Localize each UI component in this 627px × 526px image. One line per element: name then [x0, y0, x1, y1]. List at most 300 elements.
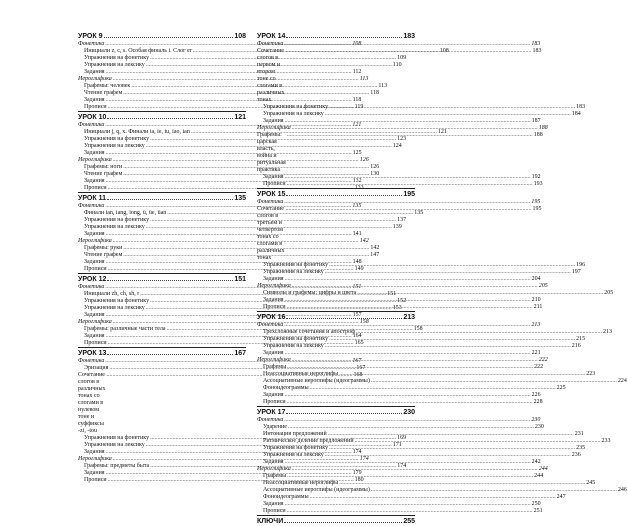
toc-entry[interactable]: [257, 445, 586, 452]
dot-leader: [285, 501, 531, 508]
toc-page-number: 223: [586, 371, 596, 377]
toc-page-number: 221: [531, 350, 541, 356]
toc-page-number: 215: [576, 336, 586, 342]
toc-entry-title: Задания: [84, 231, 105, 237]
toc-entry-title: Графемы: человек: [84, 83, 131, 89]
toc-entry-title: Упражнения на лексику: [84, 305, 145, 311]
toc-entry[interactable]: [78, 129, 447, 136]
toc-page-number: 171: [392, 442, 402, 448]
toc-page-number: 228: [533, 399, 543, 405]
toc-entry-title: Графемы: руки: [84, 245, 123, 251]
toc-page-number: 230: [531, 417, 541, 423]
toc-entry[interactable]: [257, 424, 544, 431]
toc-page-number: 242: [531, 459, 541, 465]
toc-page-number: 250: [531, 501, 541, 507]
toc-page-number: 236: [571, 452, 581, 458]
dot-leader: [284, 41, 530, 48]
toc-page-number: 222: [538, 357, 548, 363]
toc-entry-title: Задания: [84, 259, 105, 265]
toc-page-number: 135: [414, 210, 424, 216]
toc-page-number: 148: [352, 259, 362, 265]
dot-leader: [292, 466, 538, 473]
toc-entry-title: Иероглифика: [78, 319, 112, 325]
dot-leader: [287, 508, 533, 515]
toc-page-number: 149: [354, 266, 364, 272]
toc-section-entry[interactable]: [78, 157, 369, 164]
toc-lesson-heading[interactable]: [78, 194, 246, 203]
toc-page-number: 205: [604, 290, 614, 296]
dot-leader: [286, 313, 402, 319]
toc-entry[interactable]: [78, 143, 402, 150]
toc-lesson-heading[interactable]: [78, 32, 246, 41]
toc-lesson-heading[interactable]: [257, 408, 415, 417]
toc-page-number: 174: [397, 463, 407, 469]
toc-page-number: 193: [533, 181, 543, 187]
toc-entry-title: Сочетание слогов в первом и втором тоне со слогами в различных тонах: [257, 48, 285, 103]
toc-page-number: 157: [352, 312, 362, 318]
toc-entry[interactable]: [257, 501, 541, 508]
toc-page-number: 255: [403, 518, 415, 525]
toc-entry[interactable]: [257, 385, 566, 392]
toc-section-entry[interactable]: [257, 283, 548, 290]
toc-page-number: 125: [352, 150, 362, 156]
toc-page-number: 132: [352, 178, 362, 184]
dot-leader: [107, 275, 233, 281]
toc-entry[interactable]: [257, 459, 541, 466]
dot-leader: [107, 194, 233, 200]
toc-entry-title: Инициали j, q, x. Финали ia, ie, iu, iao, ian: [84, 129, 190, 135]
toc-entry[interactable]: [257, 371, 596, 378]
toc-entry-title: Упражнения на фонетику: [263, 336, 329, 342]
toc-entry-title: Иероглифика: [257, 466, 291, 472]
toc-page-number: 245: [586, 480, 596, 486]
toc-entry[interactable]: [257, 174, 541, 181]
toc-entry-title: УРОК 10: [78, 114, 107, 121]
toc-entry[interactable]: [78, 62, 402, 69]
toc-entry[interactable]: [257, 508, 543, 515]
dot-leader: [325, 111, 571, 118]
toc-section-entry[interactable]: [78, 203, 362, 210]
toc-lesson-heading[interactable]: [78, 113, 246, 122]
toc-page-number: 188: [538, 125, 548, 131]
dot-leader: [288, 424, 534, 431]
toc-page-number: 130: [370, 171, 380, 177]
toc-entry[interactable]: [257, 364, 544, 371]
dot-leader: [285, 174, 531, 181]
toc-page-number: 141: [352, 231, 362, 237]
toc-page-number: 158: [413, 326, 423, 332]
toc-page-number: 158: [359, 319, 369, 325]
toc-page-number: 195: [403, 191, 415, 198]
dot-leader: [286, 190, 402, 196]
toc-entry[interactable]: [257, 378, 627, 385]
toc-section-entry[interactable]: [257, 466, 548, 473]
toc-entry-title: Задания: [84, 97, 105, 103]
lesson-divider: [78, 273, 246, 274]
dot-leader: [356, 329, 602, 336]
toc-entry-title: Задания: [263, 392, 284, 398]
toc-page-number: 142: [370, 245, 380, 251]
toc-entry[interactable]: [78, 97, 362, 104]
toc-entry-title: Прописи: [84, 477, 107, 483]
toc-entry[interactable]: [78, 69, 362, 76]
toc-page-number: 123: [397, 136, 407, 142]
toc-page-number: 192: [531, 174, 541, 180]
toc-page-number: 169: [397, 435, 407, 441]
toc-entry-title: УРОК 17: [257, 409, 286, 416]
toc-entry-title: Ударение: [263, 424, 287, 430]
dot-leader: [287, 364, 533, 371]
toc-page-number: 109: [397, 55, 407, 61]
toc-entry-title: Упражнения на лексику: [84, 224, 145, 230]
dot-leader: [355, 438, 601, 445]
toc-page-number: 225: [556, 385, 566, 391]
toc-entry[interactable]: [257, 392, 541, 399]
toc-entry[interactable]: [78, 245, 380, 252]
dot-leader: [310, 494, 556, 501]
toc-entry[interactable]: [257, 118, 541, 125]
toc-entry-title: Чтение графем: [84, 171, 123, 177]
toc-entry[interactable]: [257, 104, 586, 111]
toc-section-entry[interactable]: [257, 41, 541, 48]
dot-leader: [287, 399, 533, 406]
toc-section-entry[interactable]: [257, 199, 541, 206]
dot-leader: [284, 517, 402, 523]
dot-leader: [325, 452, 571, 459]
dot-leader: [104, 32, 234, 38]
toc-entry-title: Иероглифика: [257, 125, 291, 131]
dot-leader: [328, 431, 574, 438]
toc-entry-title: Упражнения на лексику: [84, 62, 145, 68]
dot-leader: [285, 350, 531, 357]
toc-page-number: 205: [538, 283, 548, 289]
toc-entry-title: Упражнения на лексику: [263, 269, 324, 275]
toc-page-number: 142: [359, 238, 369, 244]
toc-entry-title: Трехсложные сочетания и апостроф: [263, 329, 356, 335]
toc-page-number: 224: [617, 378, 627, 384]
dot-leader: [286, 48, 532, 55]
toc-section-entry[interactable]: [78, 238, 369, 245]
toc-entry[interactable]: [257, 343, 581, 350]
lesson-divider: [78, 347, 246, 348]
toc-entry-title: Прописи: [84, 185, 107, 191]
toc-page-number: 151: [387, 291, 397, 297]
toc-entry[interactable]: [257, 473, 544, 480]
toc-entry-title: Упражнения на лексику: [263, 343, 324, 349]
toc-page-number: 153: [392, 305, 402, 311]
toc-page-number: 235: [576, 445, 586, 451]
toc-page-number: 133: [354, 185, 364, 191]
toc-entry-title: Фоноидеограммы: [263, 385, 309, 391]
toc-entry[interactable]: [257, 350, 541, 357]
toc-page-number: 137: [397, 217, 407, 223]
toc-entry-title: Фонетика: [257, 417, 284, 423]
toc-page-number: 213: [403, 314, 415, 321]
dot-leader: [325, 269, 571, 276]
toc-page-number: 174: [352, 449, 362, 455]
toc-page-number: 213: [531, 322, 541, 328]
toc-entry[interactable]: [257, 269, 581, 276]
toc-entry-title: Упражнения на лексику: [263, 111, 324, 117]
toc-page-number: 167: [234, 350, 246, 357]
toc-entry-title: Иероглифика: [78, 157, 112, 163]
toc-entry[interactable]: [78, 210, 424, 217]
toc-page-number: 135: [352, 203, 362, 209]
toc-page-number: 244: [538, 466, 548, 472]
toc-page-number: 247: [556, 494, 566, 500]
toc-entry-title: Упражнения на фонетику: [263, 262, 329, 268]
toc-entry[interactable]: [78, 150, 362, 157]
dot-leader: [285, 118, 531, 125]
dot-leader: [286, 206, 532, 213]
dot-leader: [287, 132, 533, 139]
toc-entry-title: Упражнения на фонетику: [84, 55, 150, 61]
lesson-divider: [257, 311, 415, 312]
toc-entry[interactable]: [78, 252, 380, 259]
toc-page-number: 197: [571, 269, 581, 275]
toc-entry-title: Фоноидеограммы: [263, 494, 309, 500]
dot-leader: [285, 392, 531, 399]
toc-entry-title: Задания: [263, 174, 284, 180]
toc-page-number: 108: [234, 33, 246, 40]
toc-lesson-heading[interactable]: [257, 517, 415, 526]
toc-entry-title: УРОК 11: [78, 195, 106, 202]
toc-page-number: 174: [359, 456, 369, 462]
lesson-divider: [78, 111, 246, 112]
toc-entry-title: Прописи: [263, 508, 286, 514]
toc-entry[interactable]: [257, 262, 586, 269]
toc-page-number: 196: [576, 262, 586, 268]
toc-page-number: 126: [370, 164, 380, 170]
toc-entry[interactable]: [78, 185, 364, 192]
toc-entry[interactable]: [78, 55, 407, 62]
toc-page-number: 184: [571, 111, 581, 117]
toc-entry[interactable]: [257, 290, 614, 297]
toc-entry-title: Задания: [263, 459, 284, 465]
dot-leader: [284, 199, 530, 206]
toc-entry-title: Задания: [263, 350, 284, 356]
dot-leader: [286, 32, 402, 38]
toc-entry-title: Задания: [84, 470, 105, 476]
toc-page-number: 121: [352, 122, 362, 128]
toc-page-number: 244: [534, 473, 544, 479]
toc-entry[interactable]: [257, 487, 627, 494]
toc-page-number: 118: [352, 97, 362, 103]
toc-entry-title: Упражнения на лексику: [84, 442, 145, 448]
toc-page-number: 168: [353, 372, 363, 378]
dot-leader: [286, 408, 402, 414]
toc-page-number: 147: [370, 252, 380, 258]
toc-page-number: 126: [359, 157, 369, 163]
toc-entry[interactable]: [78, 48, 449, 55]
toc-page-number: 112: [352, 69, 362, 75]
toc-page-number: 167: [352, 358, 362, 364]
toc-entry[interactable]: [257, 452, 581, 459]
toc-page-number: 183: [532, 48, 542, 54]
toc-entry-title: Прописи: [263, 304, 286, 310]
toc-entry[interactable]: [78, 90, 380, 97]
toc-entry-title: Упражнения на фонетику: [84, 298, 150, 304]
toc-page-number: 121: [437, 129, 447, 135]
toc-entry-title: Графемы: [263, 473, 287, 479]
dot-leader: [287, 304, 533, 311]
toc-entry[interactable]: [257, 438, 611, 445]
toc-entry-title: Иероглифика: [78, 456, 112, 462]
toc-page-number: 121: [234, 114, 246, 121]
toc-page-number: 251: [533, 508, 543, 514]
toc-entry-title: Фонетика: [78, 203, 105, 209]
toc-entry-title: Прописи: [84, 104, 107, 110]
dot-leader: [292, 125, 538, 132]
toc-entry[interactable]: [257, 480, 596, 487]
dot-leader: [339, 371, 585, 378]
toc-page-number: 187: [531, 118, 541, 124]
toc-entry[interactable]: [78, 164, 380, 171]
toc-page-number: 167: [356, 365, 366, 371]
dot-leader: [371, 487, 617, 494]
toc-page-number: 188: [533, 132, 543, 138]
toc-page-number: 204: [531, 276, 541, 282]
toc-entry[interactable]: [257, 111, 581, 118]
toc-entry[interactable]: [257, 304, 543, 311]
toc-page-number: 124: [392, 143, 402, 149]
dot-leader: [284, 417, 530, 424]
toc-entry-title: Интонация предложений: [263, 431, 327, 437]
toc-entry-title: Задания: [263, 118, 284, 124]
dot-leader: [107, 113, 233, 119]
toc-entry-title: Ритмическое деление предложений: [263, 438, 354, 444]
toc-page-number: 226: [531, 392, 541, 398]
toc-entry-title: УРОК 13: [78, 350, 107, 357]
toc-entry-title: Графемы: различные части тела: [84, 326, 166, 332]
toc-entry-title: Задания: [84, 333, 105, 339]
dot-leader: [329, 262, 575, 269]
toc-entry-title: Задания: [263, 501, 284, 507]
toc-section-entry[interactable]: [257, 417, 541, 424]
toc-entry-title: Графемы: ноги: [84, 164, 123, 170]
toc-page-number: 113: [359, 76, 369, 82]
toc-entry[interactable]: [257, 297, 541, 304]
toc-entry-title: Ассоциативные иероглифы (идеограммы): [263, 378, 370, 384]
toc-entry-title: Фонетика: [257, 199, 284, 205]
toc-page-number: 164: [352, 333, 362, 339]
toc-page-number: 108: [352, 41, 362, 47]
toc-entry-title: УРОК 16: [257, 314, 286, 321]
toc-entry-title: Чтение графем: [84, 252, 123, 258]
toc-entry-title: Фонетика: [78, 284, 105, 290]
toc-page-number: 195: [531, 199, 541, 205]
toc-lesson-heading[interactable]: [78, 349, 246, 358]
toc-entry-title: УРОК 12: [78, 276, 107, 283]
toc-entry-title: Задания: [84, 178, 105, 184]
toc-entry-title: Графемы: царская власть, война и ритуальная практика: [257, 132, 286, 173]
toc-page-number: 183: [576, 104, 586, 110]
dot-leader: [339, 480, 585, 487]
toc-entry[interactable]: [257, 431, 584, 438]
toc-lesson-heading[interactable]: [257, 313, 415, 322]
toc-page-number: 151: [234, 276, 246, 283]
dot-leader: [287, 473, 533, 480]
toc-entry-title: Символы и графемы: цифры и цвета: [263, 290, 357, 296]
toc-entry[interactable]: [257, 336, 586, 343]
toc-page-number: 135: [234, 195, 246, 202]
toc-entry-title: УРОК 15: [257, 191, 286, 198]
toc-entry-title: Иероглифика: [78, 238, 112, 244]
toc-section-entry[interactable]: [257, 357, 548, 364]
dot-leader: [107, 349, 233, 355]
toc-entry-title: Упражнения на фонетику: [84, 435, 150, 441]
toc-page-number: 152: [397, 298, 407, 304]
toc-entry[interactable]: [78, 217, 407, 224]
toc-entry-title: Фонетика: [78, 358, 105, 364]
toc-page-number: 180: [354, 477, 364, 483]
toc-page-number: 216: [571, 343, 581, 349]
dot-leader: [285, 276, 531, 283]
toc-entry[interactable]: [78, 136, 407, 143]
toc-lesson-heading[interactable]: [78, 275, 246, 284]
toc-page-number: 139: [392, 224, 402, 230]
toc-entry[interactable]: [257, 181, 543, 188]
toc-page-number: 118: [370, 90, 380, 96]
dot-leader: [310, 385, 556, 392]
toc-entry-title: Графемы: предметы быта: [84, 463, 150, 469]
dot-leader: [371, 378, 617, 385]
toc-lesson-heading[interactable]: [257, 190, 415, 199]
toc-lesson-heading[interactable]: [257, 32, 415, 41]
toc-entry-title: Иероглифика: [257, 283, 291, 289]
toc-entry[interactable]: [257, 399, 543, 406]
dot-leader: [325, 343, 571, 350]
toc-entry-title: Задания: [263, 276, 284, 282]
toc-entry-title: Упражнения на фонетику: [84, 136, 150, 142]
toc-entry-title: Задания: [84, 69, 105, 75]
toc-entry-title: Задания: [84, 150, 105, 156]
toc-entry-title: Финали ian, iang, iong, ü, üe, üan: [84, 210, 167, 216]
toc-entry-title: Неассоциативные иероглифы: [263, 371, 339, 377]
toc-page-number: 165: [354, 340, 364, 346]
toc-entry-title: Задания: [263, 297, 284, 303]
toc-entry[interactable]: [78, 231, 362, 238]
lesson-divider: [78, 192, 246, 193]
toc-entry-title: УРОК 9: [78, 33, 103, 40]
toc-page-number: 222: [534, 364, 544, 370]
toc-page-number: 195: [532, 206, 542, 212]
toc-entry[interactable]: [257, 494, 566, 501]
toc-section-entry[interactable]: [78, 41, 362, 48]
toc-entry[interactable]: [78, 224, 402, 231]
toc-page-number: 233: [601, 438, 611, 444]
toc-section-entry[interactable]: [78, 76, 369, 83]
dot-leader: [357, 290, 603, 297]
lesson-divider: [257, 188, 415, 189]
toc-page-number: 210: [531, 297, 541, 303]
toc-entry[interactable]: [257, 276, 541, 283]
toc-entry-title: Графемы: [263, 364, 287, 370]
toc-entry-title: КЛЮЧИ: [257, 518, 284, 525]
toc-page-number: 110: [392, 62, 402, 68]
toc-entry[interactable]: [78, 83, 388, 90]
lesson-divider: [257, 406, 415, 407]
toc-page-number: 179: [352, 470, 362, 476]
toc-page-number: 113: [378, 83, 388, 89]
toc-entry-title: Прописи: [84, 340, 107, 346]
toc-entry-title: Упражнения на фонетику: [263, 104, 329, 110]
toc-entry-title: Прописи: [84, 266, 107, 272]
toc-entry-title: Сочетание слогов в различных тонах со слогами в нулевом тоне и суффиксы -zi, -tou: [78, 372, 106, 434]
toc-page-number: 119: [354, 104, 364, 110]
dot-leader: [329, 336, 575, 343]
toc-entry-title: Сочетание слогов в третьем и четвертом тонах со слогами в различных тонах: [257, 206, 285, 261]
